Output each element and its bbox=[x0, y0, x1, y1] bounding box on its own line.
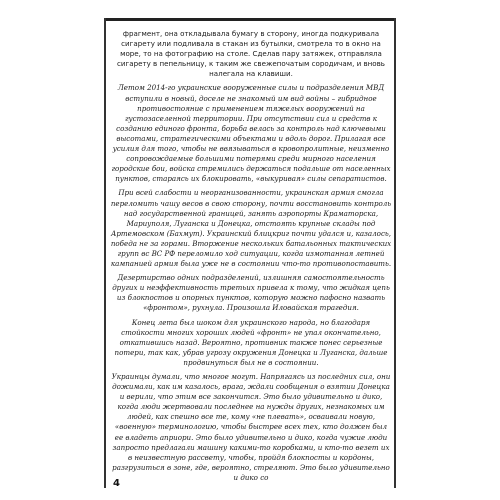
page-text bbox=[110, 29, 392, 483]
paragraph-2: Летом 2014-го украинские вооруженные силы и подразделения МВД вступили в новый, доселе не знакомый им вид войны – гибридное противостояние с применением тяжелых вооружений на густозаселенной территории. При отсутствии сил и средств к созданию единого фронта, борьба велась за контроль над ключевыми высотами, стратегическими объектами и вдоль дорог. Прилагая все усилия для того, чтобы не ввязываться в кровопролитные, неизменно сопровождаемые большими потерями среди мирного населения городские бои, войска стремились держаться подальше от населенных пунктов, стараясь их блокировать, «выкуривая» силы сепаратистов. bbox=[111, 83, 391, 184]
paragraph-5: Конец лета был шоком для украинского народа, но благодаря стойкости многих хороших людей «фронт» не упал окончательно, откатившись назад. Вероятно, противник также понес серьезные потери, так как, убрав угрозу окружения Донецка и Луганска, дальше продвинуться был не в состоянии. bbox=[114, 317, 388, 367]
paragraph-6: Украинцы думали, что многое могут. Напрягаясь из последних сил, они дожимали, как им казалось, врага, ждали сообщения о взятии Донецка и верили, что этим все закончится. Это было удивительно и дико, когда люди жертвовали последнее на нужды других, незнакомых им людей, как спешно все те, кому «не плевать», осваивали новую, «военную» терминологию, чтобы быстрее всех тех, кто должен был ее владеть априори. Это было удивительно и дико, когда чужие люди запросто предлагали машину какими-то коробками, и кто-то везет их в неизвестную рассвету, чтобы, пройдя блокпосты и кордоны, разгрузиться в зоне, где, вероятно, стреляют. Это было удивительно и дико со bbox=[111, 372, 391, 482]
paragraph-4: Дезертирство одних подразделений, излишняя самостоятельность других и неэффективность третьих привела к тому, что жидкая цепь из блокпостов и опорных пунктов, которую можно пафосно назвать «фронтом», рухнула. Произошла Иловайская трагедия. bbox=[112, 273, 390, 313]
page-right-border bbox=[394, 18, 396, 488]
page-left-border bbox=[104, 18, 106, 488]
paragraph-3: При всей слабости и неорганизованности, украинская армия смогла переломить чашу весов в свою сторону, почти восстановить контроль над государственной границей, занять аэропорты Краматорска, Мариуполя, Луганска и Донецка, отстоять крупные склады под Артемовском (Бахмут). Украинский блицкриг почти удался и, казалось, победа не за горами. Вторжение нескольких батальонных тактических групп вс ВС РФ переломило ход ситуации, когда измотанная летней кампанией армия была уже не в состоянии что-то противопоставить. bbox=[110, 188, 392, 269]
paragraph-1: фрагмент, она откладывала бумагу в сторону, иногда подкуривала сигарету или подливала в стакан из бутылки, смотрела то в окно на море, то на фотографию на столе. Сделав пару затяжек, отправляла сигарету в пепельницу, к таким же свежепочатым сородичам, и вновь налегала на клавиши. bbox=[117, 29, 385, 79]
page-top-border bbox=[104, 18, 396, 21]
page-number: 4 bbox=[113, 478, 120, 489]
